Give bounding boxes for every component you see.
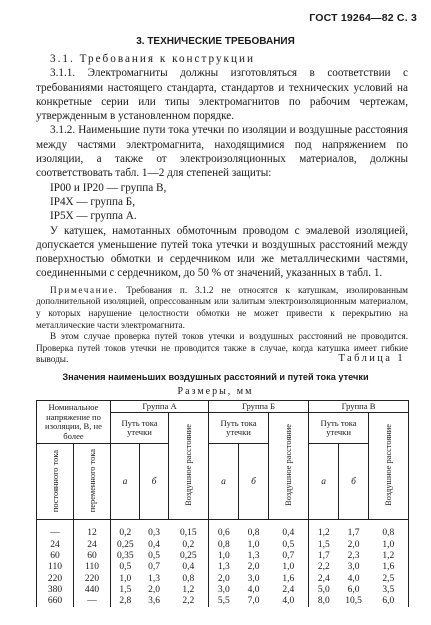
table-cell: 3,0 xyxy=(347,562,360,573)
table-cell: 0,25 xyxy=(179,550,197,561)
table-cell: 10,5 xyxy=(345,596,362,607)
table-cell: 1,2 xyxy=(369,551,409,562)
table-cell: 24 xyxy=(74,540,111,551)
table-cell: 5,0 xyxy=(309,585,339,596)
table-cell: 1,2 xyxy=(182,584,195,595)
table-cell: 60 xyxy=(37,551,74,562)
table-cell: 2,2 xyxy=(309,562,339,573)
th-a: а xyxy=(209,444,239,520)
table-row xyxy=(37,574,409,585)
subsection-title: 3.1. Требования к конструкции xyxy=(50,53,255,65)
note-text: Требования п. 3.1.2 не относятся к катушкам, изолированным дополнительной изоляцией, опрессованным или залитым электроизоляционным материалом, у которых нарушение целостности обмотки не может привести к перекрытию на металлические части электромагнита. xyxy=(36,284,408,330)
table-cell: 0,4 xyxy=(182,562,195,573)
table-cell: 2,0 xyxy=(247,562,260,573)
table-cell: 3,5 xyxy=(369,585,409,596)
table-cell: 0,4 xyxy=(282,528,295,539)
table-cell: — xyxy=(37,520,74,540)
th-air-a: Воздушное расстояние xyxy=(169,413,209,520)
table-cell: 12 xyxy=(74,520,111,540)
table-cell: 4,0 xyxy=(282,596,295,607)
table-cell: 0,8 xyxy=(209,540,239,551)
table-cell: 0,5 xyxy=(148,550,160,561)
table-row xyxy=(37,520,409,540)
table-cell: 1,2 xyxy=(309,520,339,540)
table-cell: 0,35 xyxy=(111,551,140,562)
table-cell: 0,7 xyxy=(148,562,160,573)
table-cell: 3,0 xyxy=(209,585,239,596)
table-cell: 1,3 xyxy=(209,562,239,573)
table-cell: 4,0 xyxy=(247,584,260,595)
clearance-table xyxy=(36,400,409,607)
table-cell: 1,0 xyxy=(209,551,239,562)
th-ac: переменного тока xyxy=(74,444,111,520)
table-cell: 220 xyxy=(74,574,111,585)
table-cell: 2,0 xyxy=(148,584,160,595)
table-row xyxy=(37,596,409,607)
table-cell: 1,0 xyxy=(111,574,140,585)
table-cell: 220 xyxy=(37,574,74,585)
table-cell: 0,15 xyxy=(179,528,197,539)
table-cell: 1,7 xyxy=(309,551,339,562)
th-b: б xyxy=(140,444,169,520)
paragraph-3-1-1: 3.1.1. Электромагниты должны изготовляться в соответствии с требованиями настоящего стандарта, стандартов и технических условий на конкретные серии или типы электромагнитов по рабочим чертежам, утвержденным в установленном порядке. xyxy=(36,67,408,123)
table-cell: 0,8 xyxy=(247,528,260,539)
grade-item: IP00 и IP20 — группа В, xyxy=(50,181,167,194)
table-cell: 0,5 xyxy=(282,539,295,550)
note-paragraph xyxy=(36,285,408,331)
table-cell: 110 xyxy=(37,562,74,573)
table-row xyxy=(37,551,409,562)
table-cell: 2,3 xyxy=(347,550,360,561)
th-air-b: Воздушное расстояние xyxy=(269,413,309,520)
table-cell: 1,0 xyxy=(369,540,409,551)
table-cell: 1,6 xyxy=(369,562,409,573)
table-cell: 2,8 xyxy=(111,596,140,607)
page-header: ГОСТ 19264—82 С. 3 xyxy=(309,12,417,24)
th-a: а xyxy=(309,444,339,520)
table-cell: 0,8 xyxy=(182,573,195,584)
th-path-v: Путь тока утечки xyxy=(309,413,369,444)
table-cell: 6,0 xyxy=(347,584,360,595)
paragraph-coils: У катушек, намотанных обмоточным проводом с эмалевой изоляцией, допускается уменьшение путей тока утечки и воздушных расстояний между поверхностью обмотки и сердечником или же металлическими частями, соединенными с сердечником, до 50 % от значений, указанных в табл. 1. xyxy=(36,224,408,280)
th-a: а xyxy=(111,444,140,520)
table-cell: 0,4 xyxy=(148,539,160,550)
table-cell: 24 xyxy=(37,540,74,551)
table-cell: 3,0 xyxy=(247,573,260,584)
grade-item: IP5X — группа А. xyxy=(50,210,137,223)
table-cell: 60 xyxy=(74,551,111,562)
table-cell: 0,8 xyxy=(369,520,409,540)
note-label: Примечание. xyxy=(50,284,119,295)
th-group-a: Группа А xyxy=(111,401,209,413)
table-cell: 2,4 xyxy=(282,584,295,595)
table-cell: 7,0 xyxy=(247,596,260,607)
table-cell: 0,25 xyxy=(111,540,140,551)
table-cell: 6,0 xyxy=(369,596,409,607)
th-air-v: Воздушное расстояние xyxy=(369,413,409,520)
table-row xyxy=(37,585,409,596)
th-nominal: Номинальное напряжение по изоляции, В, не более xyxy=(37,401,111,444)
table-cell: 0,2 xyxy=(111,520,140,540)
table-subtitle: Размеры, мм xyxy=(177,386,254,397)
body-text xyxy=(36,52,408,366)
grade-item: IP4X — группа Б, xyxy=(50,195,135,208)
table-cell: 1,0 xyxy=(282,562,295,573)
table-cell: 1,0 xyxy=(247,539,260,550)
th-dc: постоянного тока xyxy=(37,444,74,520)
table-cell: 2,5 xyxy=(369,574,409,585)
table-cell: 2,4 xyxy=(309,574,339,585)
th-b: б xyxy=(339,444,369,520)
table-cell: 8,0 xyxy=(309,596,339,607)
table-cell: 4,0 xyxy=(347,573,360,584)
table-cell: 1,3 xyxy=(148,573,160,584)
table-cell: 1,3 xyxy=(247,550,260,561)
table-cell: 1,5 xyxy=(309,540,339,551)
table-cell: 2,2 xyxy=(182,596,195,607)
table-cell: 660 xyxy=(37,596,74,607)
table-title: Значения наименьших воздушных расстояний и путей тока утечки xyxy=(62,372,369,382)
table-cell: 0,3 xyxy=(148,528,160,539)
table-cell: 380 xyxy=(37,585,74,596)
table-cell: 0,5 xyxy=(111,562,140,573)
table-cell: 3,6 xyxy=(148,596,160,607)
table-cell: — xyxy=(74,596,111,607)
th-path-a: Путь тока утечки xyxy=(111,413,169,444)
paragraph-3-1-2: 3.1.2. Наименьшие пути тока утечки по изоляции и воздушные расстояния между частями электромагнита, находящимися под напряжением по изоляции, а также от электроизоляционных материалов, должны соответствовать табл. 1—2 для степеней защиты: xyxy=(36,124,408,180)
note-text-2: В этом случае проверка путей токов утечки и воздушных расстояний не проводится. Проверка путей токов утечки не проводится также в случае, когда катушка имеет гибкие выводы. xyxy=(36,331,408,365)
table-cell: 1,6 xyxy=(282,573,295,584)
th-path-b: Путь тока утечки xyxy=(209,413,269,444)
table-cell: 1,5 xyxy=(111,585,140,596)
table-label: Таблица 1 xyxy=(338,353,405,364)
table-cell: 0,2 xyxy=(182,539,195,550)
table-row xyxy=(37,540,409,551)
table-cell: 0,6 xyxy=(209,520,239,540)
table-cell: 110 xyxy=(74,562,111,573)
section-title: 3. ТЕХНИЧЕСКИЕ ТРЕБОВАНИЯ xyxy=(136,36,295,47)
table-cell: 2,0 xyxy=(209,574,239,585)
th-group-v: Группа В xyxy=(309,401,409,413)
th-b: б xyxy=(239,444,269,520)
table-cell: 0,7 xyxy=(282,550,295,561)
th-group-b: Группа Б xyxy=(209,401,309,413)
table-cell: 5,5 xyxy=(209,596,239,607)
table-body xyxy=(37,520,409,608)
table-cell: 1,7 xyxy=(347,528,360,539)
table-row xyxy=(37,562,409,573)
table-cell: 2,0 xyxy=(347,539,360,550)
table-cell: 440 xyxy=(74,585,111,596)
